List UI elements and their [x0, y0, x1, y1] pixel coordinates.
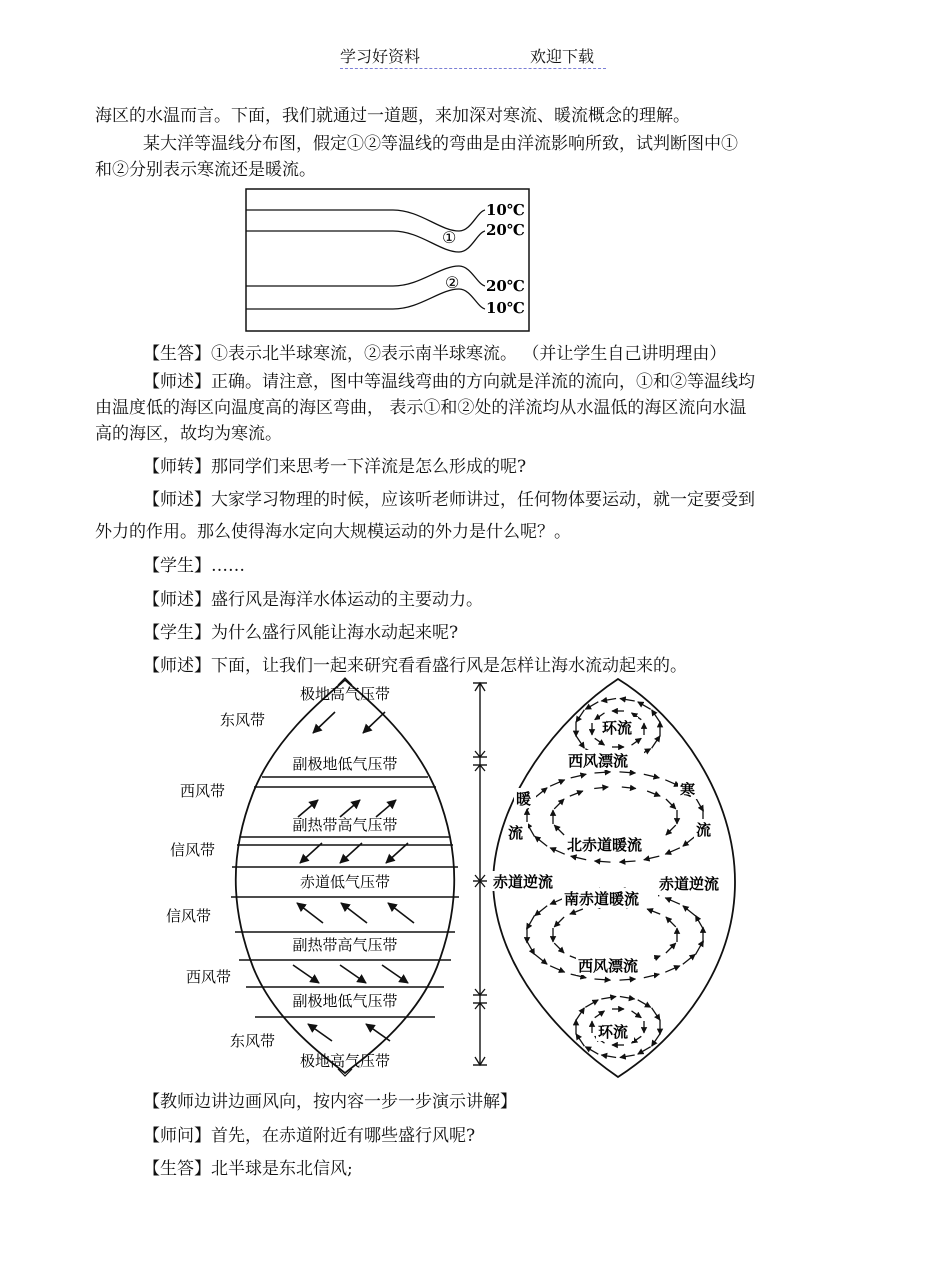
current-arrow — [571, 856, 587, 860]
current-arrow — [570, 791, 583, 796]
isotherm-label: 10℃ — [486, 201, 525, 219]
marker-2: ② — [445, 273, 460, 292]
current-arrow — [620, 861, 636, 862]
paragraph-line: 高的海区，故均为寒流。 — [95, 424, 282, 444]
current-arrow — [647, 909, 660, 914]
current-arrow — [666, 917, 676, 927]
current-label: 环流 — [602, 719, 633, 737]
header-left: 学习好资料 — [340, 47, 421, 66]
wind-arrow — [376, 800, 396, 817]
page-header — [340, 44, 606, 69]
current-arrow — [595, 772, 611, 773]
current-arrow — [554, 799, 564, 809]
current-arrow — [620, 772, 636, 773]
current-arrow — [594, 787, 608, 789]
current-arrow — [601, 997, 616, 1000]
marker-1: ① — [442, 228, 457, 247]
pressure-belt-label: 副极地低气压带 — [292, 755, 398, 773]
wind-arrow — [388, 903, 414, 923]
current-arrow — [571, 774, 587, 778]
wind-belt-label: 东风带 — [230, 1032, 276, 1050]
current-arrow — [595, 861, 611, 862]
current-arrow — [535, 906, 548, 916]
current-label: 流 — [696, 821, 712, 839]
current-arrow — [622, 787, 636, 789]
current-arrow — [535, 788, 548, 798]
current-arrow — [647, 791, 660, 796]
wind-arrow — [297, 903, 323, 923]
current-arrow — [535, 836, 548, 846]
current-arrow — [666, 799, 676, 809]
current-arrow — [595, 738, 605, 745]
wind-belt-label: 信风带 — [170, 841, 216, 859]
current-arrow — [683, 836, 696, 846]
current-label: 寒 — [680, 781, 696, 799]
wind-arrow — [340, 965, 366, 983]
current-label: 西风漂流 — [578, 957, 639, 975]
paragraph-line: 【师述】下面，让我们一起来研究看看盛行风是怎样让海水流动起来的。 — [143, 656, 687, 676]
header-right: 欢迎下载 — [530, 47, 595, 66]
pressure-belt-label: 副热带高气压带 — [292, 816, 398, 834]
current-arrow — [683, 906, 696, 916]
pressure-belt-label: 极地高气压带 — [299, 685, 391, 703]
wind-arrow — [340, 800, 360, 817]
current-arrow — [620, 699, 635, 702]
current-arrow — [554, 943, 564, 953]
current-arrow — [620, 997, 635, 1000]
current-arrow — [570, 909, 583, 914]
current-arrow — [535, 954, 548, 964]
current-arrow — [632, 1011, 642, 1018]
isotherm-label: 20℃ — [486, 277, 525, 295]
isotherm-label: 20℃ — [486, 221, 525, 239]
paragraph-line: 外力的作用。那么使得海水定向大规模运动的外力是什么呢？。 — [95, 522, 571, 542]
wind-arrow — [308, 1024, 332, 1041]
paragraph-line: 某大洋等温线分布图，假定①②等温线的弯曲是由洋流影响所致，试判断图中① — [143, 134, 738, 154]
current-arrow — [666, 943, 676, 953]
current-arrow — [632, 738, 642, 745]
current-arrow — [638, 1000, 651, 1008]
current-arrow — [665, 780, 680, 786]
current-arrow — [554, 825, 564, 835]
wind-arrow — [340, 843, 362, 863]
current-arrow — [601, 699, 616, 702]
current-arrow — [550, 966, 565, 972]
paragraph-line: 【师问】首先，在赤道附近有哪些盛行风呢? — [143, 1126, 476, 1146]
current-arrow — [666, 825, 676, 835]
wind-current-diagram — [160, 677, 750, 1082]
pressure-belt-label: 副热带高气压带 — [292, 936, 398, 954]
current-arrow — [644, 856, 660, 860]
wind-belt-label: 东风带 — [220, 711, 266, 729]
current-arrow — [683, 954, 696, 964]
wind-belt-label: 信风带 — [166, 907, 212, 925]
paragraph-line: 【学生】为什么盛行风能让海水动起来呢? — [143, 623, 459, 643]
current-arrow — [576, 1008, 584, 1020]
current-arrow — [550, 780, 565, 786]
wind-arrow — [382, 965, 408, 983]
current-arrow — [665, 898, 680, 904]
current-label: 赤道逆流 — [659, 875, 720, 893]
paragraph-line: 【学生】…… — [143, 556, 245, 576]
pressure-belt-label: 副极地低气压带 — [292, 992, 398, 1010]
current-arrow — [620, 1055, 635, 1058]
paragraph-line: 【生答】北半球是东北信风; — [143, 1159, 353, 1179]
wind-arrow — [300, 843, 322, 863]
wind-arrow — [363, 712, 385, 733]
wind-arrow — [366, 1024, 390, 1041]
paragraph-line: 【生答】①表示北半球寒流，②表示南半球寒流。 （并让学生自己讲明理由） — [143, 344, 727, 364]
paragraph-line: 【师述】大家学习物理的时候，应该听老师讲过，任何物体要运动，就一定要受到 — [143, 490, 755, 510]
current-label: 环流 — [598, 1023, 629, 1041]
paragraph-line: 【师述】正确。请注意，图中等温线弯曲的方向就是洋流的流向，①和②等温线均 — [143, 372, 755, 392]
current-label: 赤道逆流 — [493, 873, 554, 891]
paragraph-line: 和②分别表示寒流还是暖流。 — [95, 160, 316, 180]
latitude-scale — [473, 683, 487, 1065]
current-arrow — [696, 797, 704, 811]
wind-belt-label: 西风带 — [180, 782, 226, 800]
current-arrow — [652, 1008, 660, 1020]
current-arrow — [652, 736, 660, 748]
current-arrow — [601, 1055, 616, 1058]
current-arrow — [585, 1000, 598, 1008]
current-label: 南赤道暖流 — [564, 890, 640, 908]
current-arrow — [595, 1011, 605, 1018]
wind-arrow — [386, 843, 408, 863]
current-label: 暖 — [516, 790, 532, 808]
wind-arrow — [341, 903, 367, 923]
current-arrow — [644, 774, 660, 778]
current-arrow — [620, 979, 636, 980]
current-label: 流 — [508, 824, 524, 842]
current-arrow — [665, 848, 680, 854]
pressure-belt-label: 极地高气压带 — [299, 1052, 391, 1070]
wind-arrow — [313, 712, 335, 733]
pressure-belt-label: 赤道低气压带 — [299, 873, 391, 891]
current-arrow — [527, 941, 535, 955]
wind-arrow — [293, 965, 319, 983]
wind-arrow — [298, 800, 318, 817]
current-arrow — [550, 848, 565, 854]
paragraph-line: 【师转】那同学们来思考一下洋流是怎么形成的呢? — [143, 457, 527, 477]
current-arrow — [527, 915, 535, 929]
current-arrow — [595, 979, 611, 980]
paragraph-line: 【教师边讲边画风向，按内容一步一步演示讲解】 — [143, 1092, 517, 1112]
wind-belt-label: 西风带 — [186, 968, 232, 986]
paragraph-line: 【师述】盛行风是海洋水体运动的主要动力。 — [143, 590, 483, 610]
current-arrow — [638, 702, 651, 710]
current-arrow — [696, 941, 704, 955]
current-arrow — [665, 966, 680, 972]
isotherm-figure — [245, 188, 531, 334]
current-arrow — [696, 915, 704, 929]
paragraph-line: 海区的水温而言。下面，我们就通过一道题，来加深对寒流、暖流概念的理解。 — [95, 106, 690, 126]
current-arrow — [576, 736, 584, 748]
current-label: 北赤道暖流 — [567, 836, 643, 854]
current-arrow — [554, 917, 564, 927]
isotherm-label: 10℃ — [486, 299, 525, 317]
current-label: 西风漂流 — [568, 752, 629, 770]
paragraph-line: 由温度低的海区向温度高的海区弯曲， 表示①和②处的洋流均从水温低的海区流向水温 — [95, 398, 747, 418]
